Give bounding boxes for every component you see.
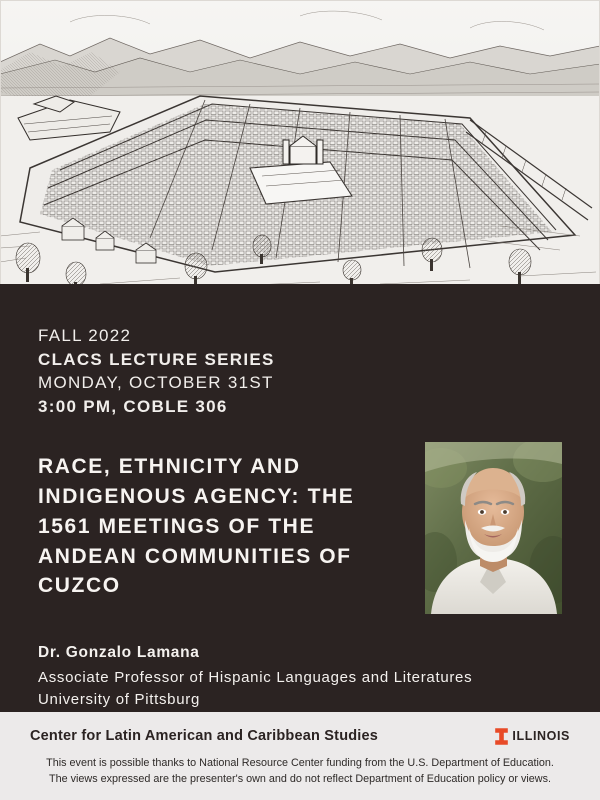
- disclaimer-line-1: This event is possible thanks to National Resource Center funding from the U.S. Department of Education.: [46, 756, 554, 769]
- funding-disclaimer: [30, 755, 570, 788]
- speaker-affiliation-title: Associate Professor of Hispanic Languages and Literatures: [38, 668, 473, 686]
- footer-top-row: [30, 728, 570, 745]
- event-date: MONDAY, OCTOBER 31ST: [38, 373, 274, 393]
- speaker-name: Dr. Gonzalo Lamana: [38, 644, 200, 662]
- illinois-block-i-icon: [495, 728, 508, 745]
- speaker-portrait: [425, 442, 562, 614]
- illinois-logo: [495, 728, 570, 745]
- talk-title: RACE, ETHNICITY AND INDIGENOUS AGENCY: THE 1561 MEETINGS OF THE ANDEAN COMMUNITIES OF CUZCO: [38, 455, 355, 598]
- poster-body: [0, 284, 600, 711]
- disclaimer-line-2: The views expressed are the presenter's own and do not reflect Department of Education policy or views.: [49, 773, 551, 786]
- center-name: Center for Latin American and Caribbean Studies: [30, 728, 379, 745]
- event-time-location: 3:00 PM, COBLE 306: [38, 396, 228, 416]
- illinois-wordmark: ILLINOIS: [512, 729, 570, 744]
- series-label: CLACS LECTURE SERIES: [38, 349, 275, 369]
- poster-footer: [0, 712, 600, 800]
- historical-engraving-of-cuzco: [0, 0, 600, 284]
- term-label: FALL 2022: [38, 326, 132, 346]
- speaker-institution: University of Pittsburg: [38, 691, 200, 709]
- event-details: [38, 324, 562, 418]
- speaker-block: [38, 641, 562, 711]
